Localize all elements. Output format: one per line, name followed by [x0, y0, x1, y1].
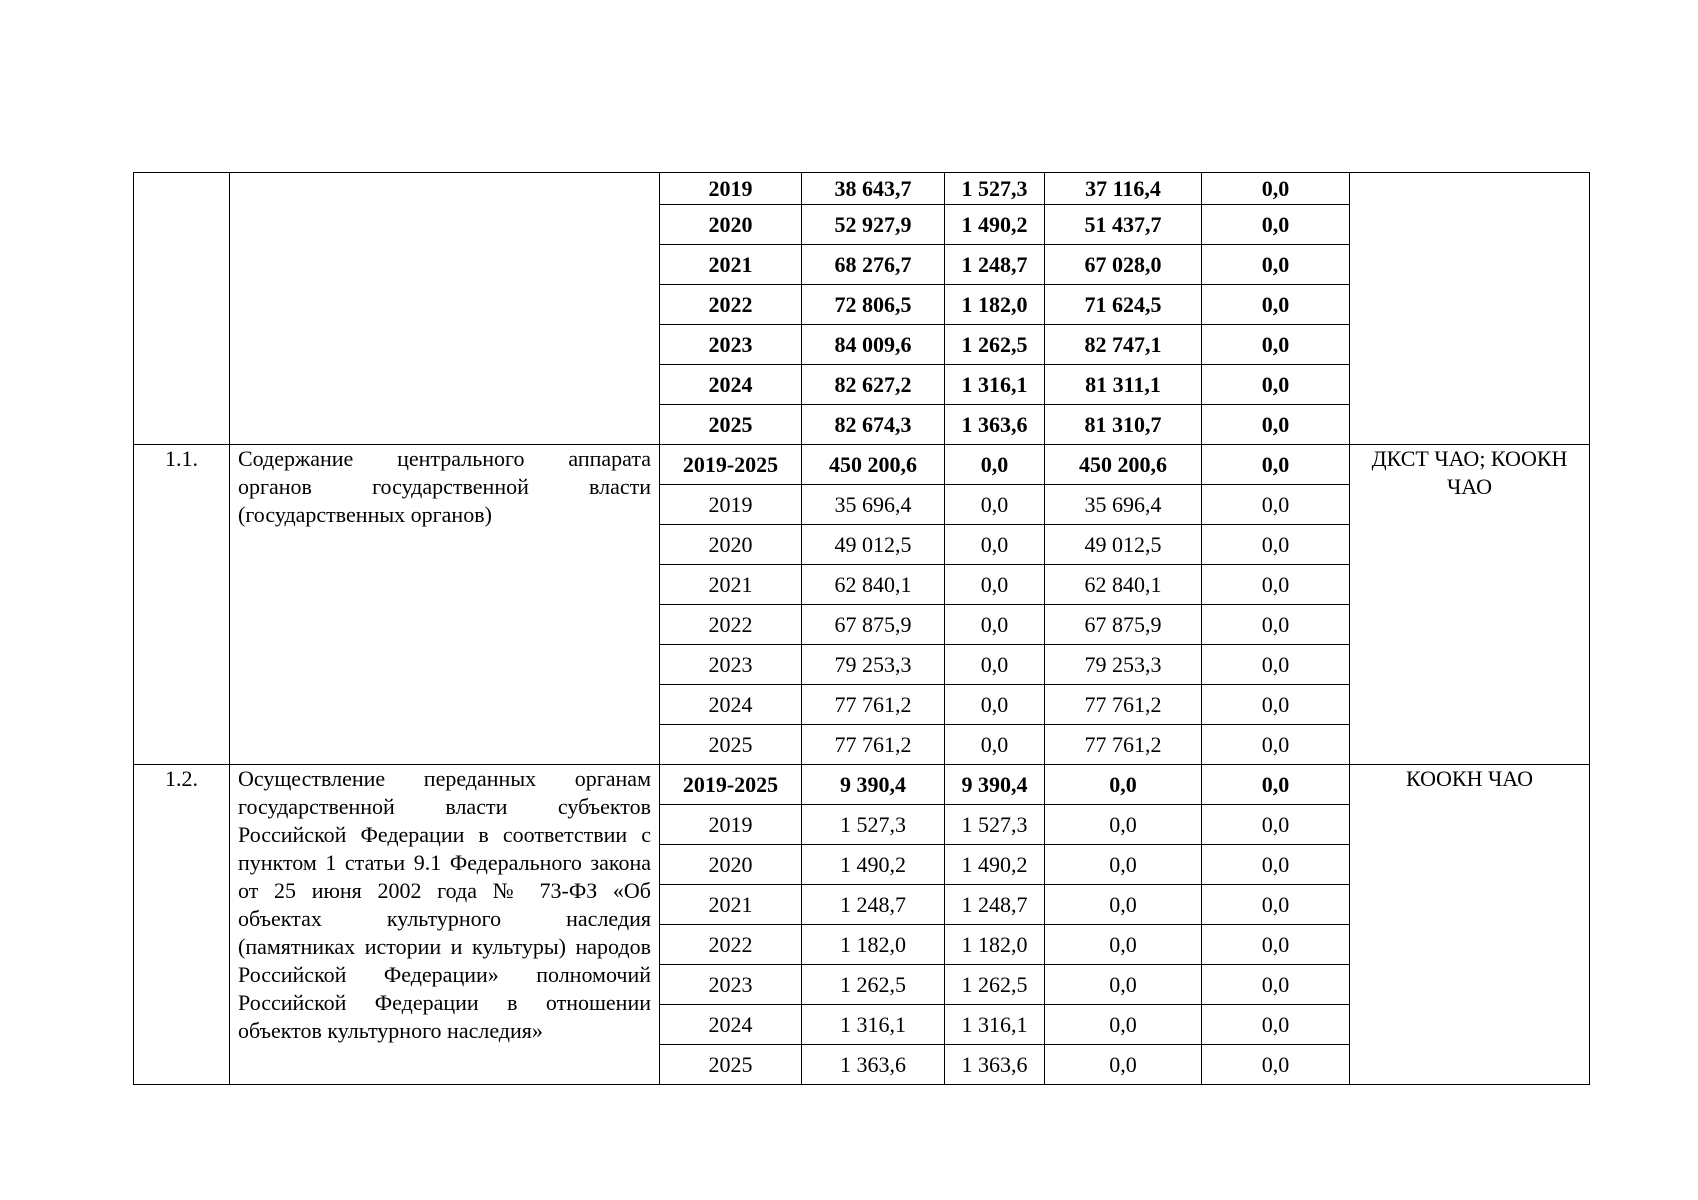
other-sources-cell: 0,0 [1202, 1045, 1350, 1085]
federal-budget-cell: 9 390,4 [945, 765, 1045, 805]
regional-budget-cell: 37 116,4 [1045, 173, 1202, 205]
year-cell: 2021 [660, 245, 802, 285]
regional-budget-cell: 0,0 [1045, 845, 1202, 885]
federal-budget-cell: 1 527,3 [945, 805, 1045, 845]
other-sources-cell: 0,0 [1202, 365, 1350, 405]
year-cell: 2021 [660, 885, 802, 925]
regional-budget-cell: 51 437,7 [1045, 205, 1202, 245]
year-cell: 2022 [660, 925, 802, 965]
federal-budget-cell: 1 490,2 [945, 845, 1045, 885]
regional-budget-cell: 0,0 [1045, 1005, 1202, 1045]
federal-budget-cell: 1 248,7 [945, 885, 1045, 925]
year-cell: 2019 [660, 805, 802, 845]
other-sources-cell: 0,0 [1202, 285, 1350, 325]
other-sources-cell: 0,0 [1202, 325, 1350, 365]
year-cell: 2019-2025 [660, 765, 802, 805]
regional-budget-cell: 77 761,2 [1045, 725, 1202, 765]
year-cell: 2021 [660, 565, 802, 605]
regional-budget-cell: 49 012,5 [1045, 525, 1202, 565]
federal-budget-cell: 1 182,0 [945, 285, 1045, 325]
regional-budget-cell: 0,0 [1045, 965, 1202, 1005]
federal-budget-cell: 1 262,5 [945, 325, 1045, 365]
total-cell: 62 840,1 [802, 565, 945, 605]
other-sources-cell: 0,0 [1202, 685, 1350, 725]
total-cell: 1 363,6 [802, 1045, 945, 1085]
federal-budget-cell: 0,0 [945, 565, 1045, 605]
financing-table [133, 172, 1590, 1085]
year-cell: 2020 [660, 205, 802, 245]
year-cell: 2023 [660, 965, 802, 1005]
regional-budget-cell: 62 840,1 [1045, 565, 1202, 605]
year-cell: 2023 [660, 325, 802, 365]
item-number: 1.1. [134, 445, 230, 765]
other-sources-cell: 0,0 [1202, 173, 1350, 205]
federal-budget-cell: 1 248,7 [945, 245, 1045, 285]
year-cell: 2020 [660, 845, 802, 885]
regional-budget-cell: 67 028,0 [1045, 245, 1202, 285]
table-row-section-1-1-total [134, 445, 1590, 485]
other-sources-cell: 0,0 [1202, 565, 1350, 605]
regional-budget-cell: 0,0 [1045, 1045, 1202, 1085]
item-name: Содержание центрального аппарата органов государственной власти (государственных органов) [230, 445, 660, 765]
other-sources-cell: 0,0 [1202, 725, 1350, 765]
other-sources-cell: 0,0 [1202, 645, 1350, 685]
other-sources-cell: 0,0 [1202, 885, 1350, 925]
total-cell: 82 627,2 [802, 365, 945, 405]
regional-budget-cell: 0,0 [1045, 765, 1202, 805]
regional-budget-cell: 0,0 [1045, 805, 1202, 845]
federal-budget-cell: 1 527,3 [945, 173, 1045, 205]
executor-cell: ДКСТ ЧАО; КООКН ЧАО [1350, 445, 1590, 765]
federal-budget-cell: 0,0 [945, 725, 1045, 765]
total-cell: 68 276,7 [802, 245, 945, 285]
total-cell: 52 927,9 [802, 205, 945, 245]
federal-budget-cell: 0,0 [945, 485, 1045, 525]
federal-budget-cell: 0,0 [945, 445, 1045, 485]
other-sources-cell: 0,0 [1202, 1005, 1350, 1045]
regional-budget-cell: 0,0 [1045, 925, 1202, 965]
federal-budget-cell: 1 316,1 [945, 365, 1045, 405]
total-cell: 38 643,7 [802, 173, 945, 205]
year-cell: 2024 [660, 365, 802, 405]
regional-budget-cell: 79 253,3 [1045, 645, 1202, 685]
table-row [134, 173, 1590, 205]
total-cell: 84 009,6 [802, 325, 945, 365]
other-sources-cell: 0,0 [1202, 485, 1350, 525]
other-sources-cell: 0,0 [1202, 525, 1350, 565]
total-cell: 49 012,5 [802, 525, 945, 565]
regional-budget-cell: 0,0 [1045, 885, 1202, 925]
total-cell: 1 262,5 [802, 965, 945, 1005]
regional-budget-cell: 77 761,2 [1045, 685, 1202, 725]
item-name: Осуществление переданных органам государственной власти субъектов Российской Федерации в соответствии с пунктом 1 статьи 9.1 Федерального закона от 25 июня 2002 года № 73-ФЗ «Об объектах культурного наследия (памятниках истории и культуры) народов Российской Федерации» полномочий Российской Федерации в отношении объектов культурного наследия» [230, 765, 660, 1085]
year-cell: 2023 [660, 645, 802, 685]
total-cell: 77 761,2 [802, 685, 945, 725]
total-cell: 77 761,2 [802, 725, 945, 765]
num-cell-empty [134, 173, 230, 445]
federal-budget-cell: 0,0 [945, 525, 1045, 565]
federal-budget-cell: 1 363,6 [945, 405, 1045, 445]
total-cell: 1 490,2 [802, 845, 945, 885]
other-sources-cell: 0,0 [1202, 205, 1350, 245]
year-cell: 2025 [660, 725, 802, 765]
total-cell: 79 253,3 [802, 645, 945, 685]
federal-budget-cell: 0,0 [945, 605, 1045, 645]
other-sources-cell: 0,0 [1202, 765, 1350, 805]
year-cell: 2019-2025 [660, 445, 802, 485]
table-row-section-1-2-total [134, 765, 1590, 805]
year-cell: 2022 [660, 605, 802, 645]
regional-budget-cell: 450 200,6 [1045, 445, 1202, 485]
total-cell: 1 248,7 [802, 885, 945, 925]
federal-budget-cell: 0,0 [945, 685, 1045, 725]
federal-budget-cell: 1 363,6 [945, 1045, 1045, 1085]
other-sources-cell: 0,0 [1202, 925, 1350, 965]
total-cell: 9 390,4 [802, 765, 945, 805]
federal-budget-cell: 1 316,1 [945, 1005, 1045, 1045]
year-cell: 2019 [660, 173, 802, 205]
year-cell: 2025 [660, 405, 802, 445]
federal-budget-cell: 1 490,2 [945, 205, 1045, 245]
federal-budget-cell: 1 262,5 [945, 965, 1045, 1005]
total-cell: 35 696,4 [802, 485, 945, 525]
total-cell: 450 200,6 [802, 445, 945, 485]
other-sources-cell: 0,0 [1202, 965, 1350, 1005]
total-cell: 1 182,0 [802, 925, 945, 965]
total-cell: 72 806,5 [802, 285, 945, 325]
other-sources-cell: 0,0 [1202, 245, 1350, 285]
regional-budget-cell: 82 747,1 [1045, 325, 1202, 365]
year-cell: 2020 [660, 525, 802, 565]
federal-budget-cell: 0,0 [945, 645, 1045, 685]
year-cell: 2022 [660, 285, 802, 325]
regional-budget-cell: 71 624,5 [1045, 285, 1202, 325]
total-cell: 82 674,3 [802, 405, 945, 445]
other-sources-cell: 0,0 [1202, 405, 1350, 445]
regional-budget-cell: 35 696,4 [1045, 485, 1202, 525]
year-cell: 2024 [660, 685, 802, 725]
other-sources-cell: 0,0 [1202, 445, 1350, 485]
item-number: 1.2. [134, 765, 230, 1085]
name-cell-empty [230, 173, 660, 445]
year-cell: 2019 [660, 485, 802, 525]
executor-cell: КООКН ЧАО [1350, 765, 1590, 1085]
regional-budget-cell: 81 310,7 [1045, 405, 1202, 445]
year-cell: 2024 [660, 1005, 802, 1045]
regional-budget-cell: 81 311,1 [1045, 365, 1202, 405]
executor-cell-empty [1350, 173, 1590, 445]
other-sources-cell: 0,0 [1202, 805, 1350, 845]
federal-budget-cell: 1 182,0 [945, 925, 1045, 965]
total-cell: 67 875,9 [802, 605, 945, 645]
other-sources-cell: 0,0 [1202, 845, 1350, 885]
total-cell: 1 316,1 [802, 1005, 945, 1045]
year-cell: 2025 [660, 1045, 802, 1085]
total-cell: 1 527,3 [802, 805, 945, 845]
regional-budget-cell: 67 875,9 [1045, 605, 1202, 645]
other-sources-cell: 0,0 [1202, 605, 1350, 645]
